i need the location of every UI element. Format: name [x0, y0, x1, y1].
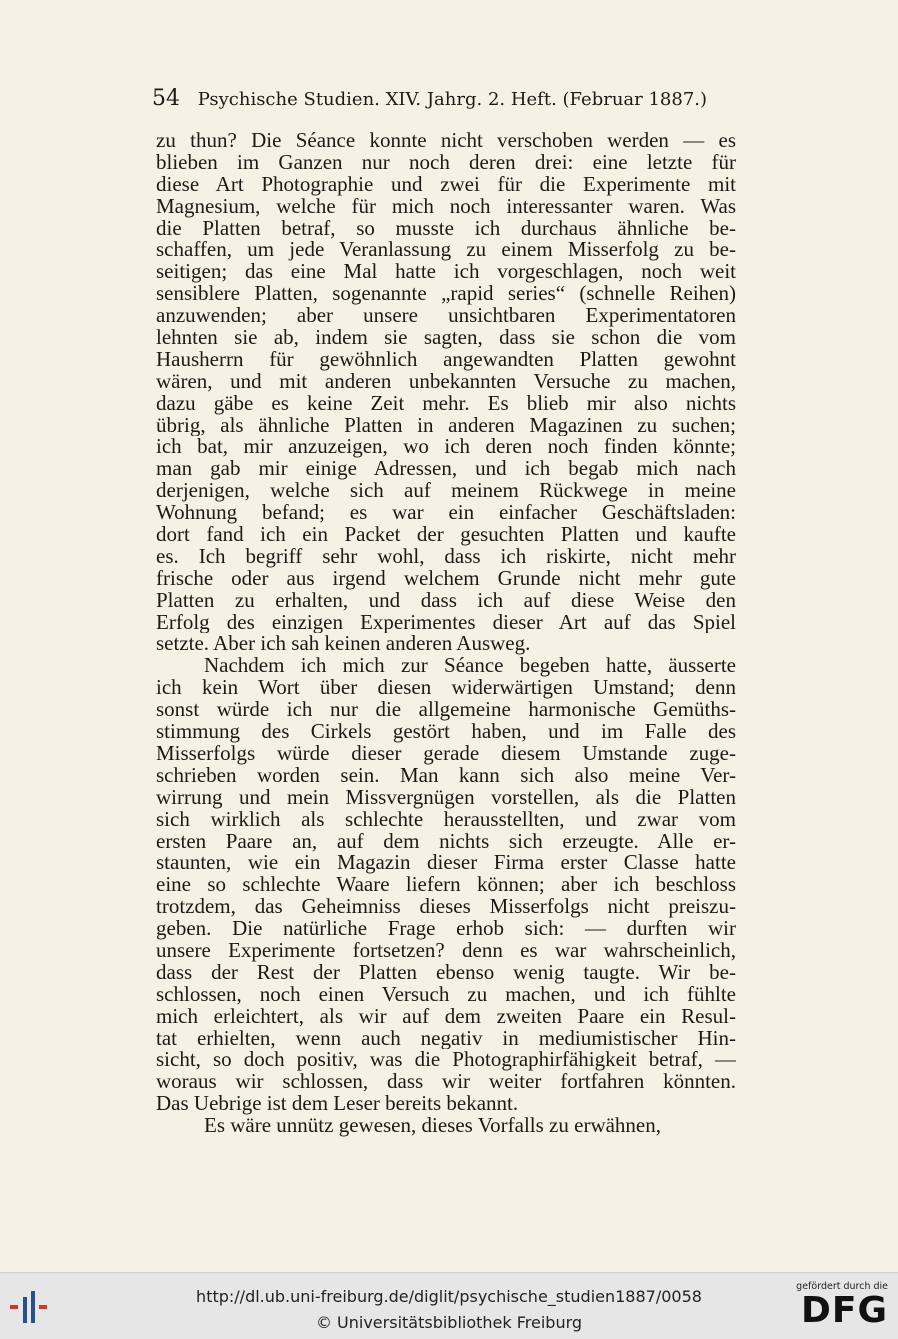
text-line: Platten zu erhalten, und dass ich auf diese Weise den: [156, 589, 736, 612]
text-line: wirrung und mein Missvergnügen vorstellen, als die Platten: [156, 786, 736, 809]
text-line: sicht, so doch positiv, was die Photographirfähigkeit betraf, —: [156, 1049, 736, 1072]
text-line: schrieben worden sein. Man kann sich also meine Ver-: [156, 764, 736, 787]
text-line: dort fand ich ein Packet der gesuchten Platten und kaufte: [156, 524, 736, 546]
text-line: Magnesium, welche für mich noch interessanter waren. Was: [156, 195, 736, 218]
text-line: lehnten sie ab, indem sie sagten, dass sie schon die vom: [156, 327, 736, 349]
text-line: anzuwenden; aber unsere unsichtbaren Experimentatoren: [156, 305, 736, 328]
text-line: wären, und mit anderen unbekannten Versuche zu machen,: [156, 370, 736, 393]
text-line: ich bat, mir anzuzeigen, wo ich deren noch finden könnte;: [156, 436, 736, 459]
text-line: Erfolg des einzigen Experimentes dieser Art auf das Spiel: [156, 611, 736, 634]
permalink-url[interactable]: http://dl.ub.uni-freiburg.de/diglit/psychische_studien1887/0058: [196, 1287, 702, 1306]
text-line: Es wäre unnütz gewesen, dieses Vorfalls zu erwähnen,: [204, 1115, 661, 1137]
text-line: geben. Die natürliche Frage erhob sich: — durften wir: [156, 918, 736, 940]
text-line: diese Art Photographie und zwei für die Experimente mit: [156, 173, 736, 196]
text-line: trotzdem, das Geheimniss dieses Misserfolgs nicht preiszu-: [156, 896, 736, 919]
viewer-footer: [0, 1272, 898, 1339]
text-line: seitigen; das eine Mal hatte ich vorgeschlagen, noch weit: [156, 261, 736, 284]
dfg-logo: [790, 1281, 888, 1333]
dfg-caption: gefördert durch die: [796, 1281, 888, 1292]
text-line: Nachdem ich mich zur Séance begeben hatte, äusserte: [204, 655, 736, 678]
text-line: zu thun? Die Séance konnte nicht verschoben werden — es: [156, 130, 736, 152]
text-line: schlossen, noch einen Versuch zu machen, und ich fühlte: [156, 983, 736, 1006]
body-text: [156, 130, 736, 1137]
text-line: eine so schlechte Waare liefern können; aber ich beschloss: [156, 874, 736, 897]
text-line: blieben im Ganzen nur noch deren drei: eine letzte für: [156, 151, 736, 174]
text-line: setzte. Aber ich sah keinen anderen Ausweg.: [156, 633, 531, 656]
text-line: sonst würde ich nur die allgemeine harmonische Gemüths-: [156, 699, 736, 722]
text-line: stimmung des Cirkels gestört haben, und im Falle des: [156, 721, 736, 743]
text-line: frische oder aus irgend welchem Grunde nicht mehr gute: [156, 567, 736, 590]
text-line: unsere Experimente fortsetzen? denn es war wahrscheinlich,: [156, 939, 736, 962]
text-line: sensiblere Platten, sogenannte „rapid series“ (schnelle Reihen): [156, 283, 736, 306]
running-title: Psychische Studien. XIV. Jahrg. 2. Heft. (Februar 1887.): [197, 89, 708, 110]
copyright-notice: © Universitätsbibliothek Freiburg: [315, 1313, 583, 1332]
text-line: woraus wir schlossen, dass wir weiter fortfahren könnten.: [156, 1071, 736, 1094]
text-line: ersten Paare an, auf dem nichts sich erzeugte. Alle er-: [156, 830, 736, 853]
text-line: Wohnung befand; es war ein einfacher Geschäftsladen:: [156, 502, 736, 525]
text-line: es. Ich begriff sehr wohl, dass ich riskirte, nicht mehr: [156, 545, 736, 568]
text-line: man gab mir einige Adressen, und ich begab mich nach: [156, 458, 736, 481]
text-line: mich erleichtert, als wir auf dem zweiten Paare ein Resul-: [156, 1005, 736, 1028]
text-line: dazu gäbe es keine Zeit mehr. Es blieb mir also nichts: [156, 392, 736, 415]
text-line: ich kein Wort über diesen widerwärtigen Umstand; denn: [156, 677, 736, 700]
text-line: sich wirklich als schlechte herausstellten, und zwar vom: [156, 808, 736, 831]
running-header: [152, 84, 742, 114]
text-line: Misserfolgs würde dieser gerade diesem Umstande zuge-: [156, 742, 736, 765]
text-line: derjenigen, welche sich auf meinem Rückwege in meine: [156, 480, 736, 503]
text-line: Hausherrn für gewöhnlich angewandten Platten gewohnt: [156, 348, 736, 371]
text-line: übrig, als ähnliche Platten in anderen Magazinen zu suchen;: [156, 414, 736, 437]
text-line: tat erhielten, wenn auch negativ in mediumistischer Hin-: [156, 1027, 736, 1050]
text-line: Das Uebrige ist dem Leser bereits bekannt.: [156, 1093, 519, 1116]
text-line: dass der Rest der Platten ebenso wenig taugte. Wir be-: [156, 961, 736, 984]
dfg-mark: DFG: [800, 1290, 888, 1331]
text-line: die Platten betraf, so musste ich durchaus ähnliche be-: [156, 217, 736, 240]
text-line: staunten, wie ein Magazin dieser Firma erster Classe hatte: [156, 852, 736, 875]
page-number: 54: [152, 86, 180, 111]
text-line: schaffen, um jede Veranlassung zu einem Misserfolg zu be-: [156, 239, 736, 262]
